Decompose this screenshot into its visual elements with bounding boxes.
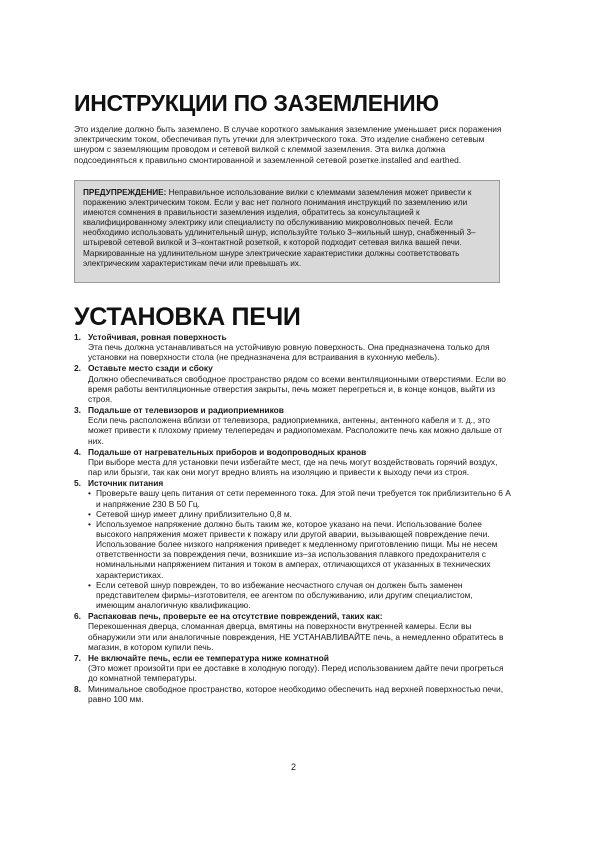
item-body: Эта печь должна устанавливаться на устойчивую ровную поверхность. Она предназначена только для установки на поверхности стола (не предназначена для встраивания в кухонную мебель). <box>88 342 490 363</box>
grounding-intro: Это изделие должно быть заземлено. В случае короткого замыкания заземление уменьшает риск поражения электрическим током, обеспечивая путь утечки для электрического тока. Это изделие снабжено сетевым шнуром с заземляющим проводом и сетевой вилкой с клеммой заземления. Эта вилка должна подсоединяться к правильно смонтированной и заземленной сетевой розетке.installed and earthed. <box>74 124 502 165</box>
list-item <box>74 653 512 683</box>
item-number: 6. <box>74 611 81 622</box>
item-title: Распаковав печь, проверьте ее на отсутствие повреждений, таких как: <box>88 611 383 622</box>
item-number: 2. <box>74 363 81 374</box>
item-body: Перекошенная дверца, сломанная дверца, вмятины на поверхности внутренней камеры. Если вы обнаружили эти или аналогичные повреждения, НЕ УСТАНАВЛИВАЙТЕ печь, а немедленно обратитесь в магазин, в котором купили печь. <box>88 621 504 652</box>
bullet-item: • Если сетевой шнур поврежден, то во избежание несчастного случая он должен быть заменен представителем фирмы–изготовителя, ее агентом по обслуживанию, или другим специалистом, имеющим аналогичную квалификацию. <box>88 580 512 610</box>
bullet-item: • Проверьте вашу цепь питания от сети переменного тока. Для этой печи требуется ток приблизительно 6 А и напряжение 230 В 50 Гц. <box>88 488 512 508</box>
item-body: Минимальное свободное пространство, которое необходимо обеспечить над верхней поверхностью печи, равно 100 мм. <box>88 684 504 705</box>
warning-label: ПРЕДУПРЕЖДЕНИЕ: <box>83 188 167 197</box>
item-title: Устойчивая, ровная поверхность <box>88 332 227 342</box>
item-number: 7. <box>74 652 81 663</box>
list-item <box>74 611 512 652</box>
item-number: 5. <box>74 478 81 489</box>
item-body: При выборе места для установки печи избегайте мест, где на печь могут воздействовать горячий воздух, пар или брызги, так как они могут вредно влиять на изоляцию и привести к выходу печи из строя. <box>88 456 498 478</box>
page-number: 2 <box>291 762 297 772</box>
item-body: (Это может произойти при ее доставке в холодную погоду). Перед использованием дайте печи прогреться до комнатной температуры. <box>88 663 504 684</box>
warning-box <box>74 180 500 283</box>
item-title: Источник питания <box>88 478 164 489</box>
list-item <box>74 684 512 704</box>
item-number: 8. <box>74 684 81 695</box>
item-body: Если печь расположена вблизи от телевизора, радиоприемника, антенны, антенного кабеля и т. д., это может привести к плохому приему телепередач и радиопомехам. Расположите печь как можно дальше от них. <box>88 415 503 446</box>
item-number: 4. <box>74 446 81 457</box>
list-item <box>74 478 512 610</box>
list-item <box>74 332 512 362</box>
item-title: Подальше от нагревательных приборов и водопроводных кранов <box>88 446 367 457</box>
warning-text: Неправильное использование вилки с клеммами заземления может привести к поражению электрическим током. Если у вас нет полного понимания инструкций по заземлению или имеются сомнения в правильности заземления изделия, обратитесь за консультацией к квалифицированному электрику или специалисту по обслуживанию микроволновых печей. Если необходимо использовать удлинительный шнур, используйте только 3–жильный шнур, снабженный 3–штыревой сетевой вилкой и 3–контактной розеткой, к которой подходит сетевая вилка вашей печи. Маркированные на удлинительном шнуре электрические характеристики должны соответствовать электрическим характеристикам печи или превышать их. <box>83 188 476 268</box>
install-list <box>74 332 512 706</box>
item-title: Подальше от телевизоров и радиоприемников <box>88 405 284 416</box>
item-title: Не включайте печь, если ее температура ниже комнатной <box>88 652 329 663</box>
list-item <box>74 447 512 477</box>
grounding-heading: ИНСТРУКЦИИ ПО ЗАЗЕМЛЕНИЮ <box>74 90 439 116</box>
list-item <box>74 363 512 404</box>
install-heading: УСТАНОВКА ПЕЧИ <box>74 303 301 331</box>
list-item <box>74 405 512 446</box>
item-number: 3. <box>74 405 81 416</box>
item-title: Оставьте место сзади и сбоку <box>88 363 213 374</box>
bullet-item: • Используемое напряжение должно быть таким же, которое указано на печи. Использование более высокого напряжения может привести к пожару или другой аварии, вызывающей повреждение печи. Использование более низкого напряжения приведет к медленному приготовлению пищи. Мы не несем ответственности за повреждения печи, возникшие из–за использования плавкого предохранителя с номинальными напряжением питания и током в амперах, отличающихся от указанных в технических характеристиках. <box>88 519 512 580</box>
item-body: Должно обеспечиваться свободное пространство рядом со всеми вентиляционными отверстиями. Если во время работы вентиляционные отверстия закрыты, печь может перегреться и, в конце концов, выйти из строя. <box>88 373 506 404</box>
item-bullets <box>88 488 512 610</box>
item-number: 1. <box>74 332 81 342</box>
bullet-item: • Сетевой шнур имеет длину приблизительно 0,8 м. <box>88 509 512 519</box>
